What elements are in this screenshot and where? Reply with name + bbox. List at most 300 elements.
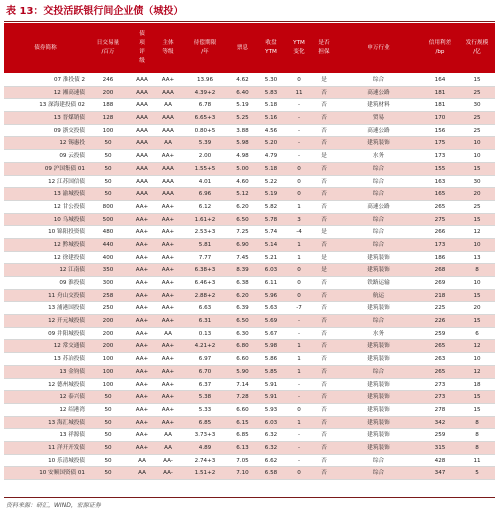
cell-issuer-rating: AA+ bbox=[161, 241, 175, 248]
cell-ytm-change: -4 bbox=[296, 229, 302, 236]
cell-bond-name: 13 渝城投债 bbox=[53, 191, 85, 198]
cell-remaining-term: 0.13 bbox=[198, 330, 212, 337]
cell-daily-volume: 50 bbox=[104, 165, 112, 172]
cell-ytm-change: - bbox=[297, 318, 301, 325]
table-row bbox=[4, 214, 495, 227]
cell-issuer-rating: AA+ bbox=[161, 229, 175, 236]
cell-issuer-rating: AA bbox=[164, 140, 172, 147]
cell-issue-size: 25 bbox=[473, 89, 481, 96]
cell-ytm-change: - bbox=[297, 457, 301, 464]
cell-credit-spread: 265 bbox=[434, 203, 446, 210]
cell-issuer-rating: AAA bbox=[162, 127, 174, 134]
cell-closing-ytm: 5.85 bbox=[264, 368, 278, 375]
cell-industry: 建筑装饰 bbox=[367, 406, 390, 413]
header-issue-rating: 债 项 评 级 bbox=[139, 31, 145, 64]
cell-industry: 高速公路 bbox=[367, 89, 390, 96]
cell-daily-volume: 500 bbox=[102, 216, 114, 223]
cell-issue-rating: AA+ bbox=[135, 432, 149, 439]
cell-guaranteed: 否 bbox=[321, 216, 327, 223]
cell-guaranteed: 否 bbox=[321, 178, 327, 185]
cell-credit-spread: 342 bbox=[434, 419, 446, 426]
table-row bbox=[4, 99, 495, 112]
cell-credit-spread: 181 bbox=[434, 102, 446, 109]
cell-guaranteed: 否 bbox=[321, 457, 327, 464]
cell-issue-size: 8 bbox=[475, 444, 479, 451]
cell-guaranteed: 是 bbox=[321, 77, 327, 83]
table-row bbox=[4, 340, 495, 353]
cell-industry: 建筑装饰 bbox=[367, 140, 390, 147]
cell-issue-rating: AA+ bbox=[135, 216, 149, 223]
table-row bbox=[4, 290, 495, 303]
cell-issuer-rating: AAA bbox=[162, 191, 174, 198]
cell-coupon: 6.50 bbox=[236, 216, 249, 223]
cell-ytm-change: 11 bbox=[295, 89, 303, 96]
cell-industry: 建筑装饰 bbox=[367, 267, 390, 274]
cell-coupon: 6.13 bbox=[236, 444, 249, 451]
cell-closing-ytm: 5.14 bbox=[264, 241, 278, 248]
cell-remaining-term: 6.97 bbox=[198, 356, 212, 363]
cell-remaining-term: 6.65+3 bbox=[194, 115, 216, 122]
table-row bbox=[4, 455, 495, 468]
cell-bond-name: 12 黔城投债 bbox=[53, 241, 85, 248]
cell-issuer-rating: AA- bbox=[163, 457, 173, 464]
cell-issuer-rating: AA bbox=[164, 330, 172, 337]
table-row bbox=[4, 125, 495, 138]
table-row bbox=[4, 252, 495, 265]
cell-credit-spread: 347 bbox=[434, 470, 446, 477]
cell-issue-size: 25 bbox=[473, 127, 481, 134]
cell-guaranteed: 否 bbox=[321, 406, 327, 413]
cell-bond-name: 12 开元城投债 bbox=[48, 318, 85, 325]
cell-coupon: 4.62 bbox=[236, 77, 249, 83]
header-industry: 申万行业 bbox=[367, 44, 390, 51]
cell-bond-name: 13 祥源债 bbox=[59, 432, 85, 439]
cell-issue-rating: AAA bbox=[136, 153, 148, 160]
cell-guaranteed: 否 bbox=[321, 115, 327, 122]
cell-guaranteed: 否 bbox=[321, 305, 327, 312]
cell-industry: 建筑装饰 bbox=[367, 305, 390, 312]
cell-issue-rating: AA+ bbox=[135, 356, 149, 363]
cell-issue-rating: AA+ bbox=[135, 292, 149, 299]
cell-closing-ytm: 5.18 bbox=[264, 165, 278, 172]
cell-ytm-change: 0 bbox=[297, 77, 301, 83]
cell-credit-spread: 186 bbox=[434, 254, 446, 261]
cell-issue-rating: AA+ bbox=[135, 318, 149, 325]
cell-daily-volume: 200 bbox=[102, 89, 114, 96]
cell-issue-rating: AAA bbox=[136, 102, 148, 109]
cell-daily-volume: 100 bbox=[102, 368, 114, 375]
cell-issue-size: 30 bbox=[473, 102, 481, 109]
cell-credit-spread: 266 bbox=[434, 229, 446, 236]
cell-issuer-rating: AA+ bbox=[161, 356, 175, 363]
cell-closing-ytm: 5.69 bbox=[264, 318, 278, 325]
cell-bond-name: 12 江苏国信债 bbox=[48, 178, 85, 185]
cell-coupon: 6.20 bbox=[236, 203, 249, 210]
cell-issuer-rating: AAA bbox=[162, 115, 174, 122]
cell-ytm-change: 1 bbox=[297, 203, 301, 210]
cell-closing-ytm: 6.03 bbox=[264, 267, 278, 274]
cell-bond-name: 12 徐建投债 bbox=[53, 254, 85, 261]
cell-industry: 综合 bbox=[372, 368, 385, 375]
cell-coupon: 6.20 bbox=[236, 292, 249, 299]
cell-ytm-change: 3 bbox=[297, 216, 301, 223]
cell-issuer-rating: AA+ bbox=[161, 394, 175, 401]
cell-daily-volume: 200 bbox=[102, 318, 114, 325]
cell-ytm-change: 0 bbox=[297, 280, 301, 286]
cell-bond-name: 12 德州城投债 bbox=[48, 381, 85, 388]
cell-daily-volume: 128 bbox=[102, 115, 114, 122]
table-row bbox=[4, 239, 495, 252]
cell-ytm-change: -7 bbox=[296, 305, 302, 312]
cell-daily-volume: 480 bbox=[102, 229, 114, 236]
cell-issue-size: 10 bbox=[473, 356, 481, 363]
cell-bond-name: 10 安顺国资债 01 bbox=[39, 470, 85, 477]
cell-issue-rating: AA+ bbox=[135, 368, 149, 375]
cell-coupon: 7.25 bbox=[236, 229, 249, 236]
cell-closing-ytm: 6.32 bbox=[264, 432, 278, 439]
cell-issue-size: 15 bbox=[473, 394, 481, 401]
table-row bbox=[4, 150, 495, 163]
cell-remaining-term: 6.37 bbox=[198, 381, 212, 388]
header-closing-ytm: 收盘 YTM bbox=[265, 40, 277, 55]
cell-industry: 建筑装饰 bbox=[367, 419, 390, 426]
cell-ytm-change: 1 bbox=[297, 343, 301, 350]
cell-remaining-term: 6.78 bbox=[198, 102, 212, 109]
cell-issuer-rating: AAA bbox=[162, 89, 174, 96]
cell-industry: 建筑装饰 bbox=[367, 381, 390, 388]
cell-credit-spread: 163 bbox=[434, 178, 446, 185]
cell-credit-spread: 263 bbox=[434, 356, 446, 363]
cell-closing-ytm: 5.21 bbox=[264, 254, 278, 261]
title-divider bbox=[4, 21, 495, 22]
cell-ytm-change: - bbox=[297, 115, 301, 122]
cell-coupon: 5.98 bbox=[236, 140, 249, 147]
cell-remaining-term: 6.38+3 bbox=[194, 267, 216, 274]
cell-coupon: 5.90 bbox=[236, 368, 249, 375]
cell-remaining-term: 5.38 bbox=[198, 394, 212, 401]
cell-closing-ytm: 6.32 bbox=[264, 444, 278, 451]
table-row bbox=[4, 226, 495, 239]
cell-closing-ytm: 6.03 bbox=[264, 419, 278, 426]
table-row bbox=[4, 429, 495, 442]
cell-guaranteed: 否 bbox=[321, 241, 327, 248]
cell-credit-spread: 173 bbox=[434, 241, 446, 248]
cell-remaining-term: 5.39 bbox=[198, 140, 212, 147]
cell-credit-spread: 278 bbox=[434, 406, 446, 413]
cell-coupon: 6.15 bbox=[236, 419, 249, 426]
cell-daily-volume: 258 bbox=[102, 292, 114, 299]
table-row bbox=[4, 404, 495, 417]
table-row bbox=[4, 467, 495, 480]
cell-guaranteed: 否 bbox=[321, 394, 327, 401]
cell-remaining-term: 6.46+3 bbox=[194, 280, 216, 286]
cell-issue-rating: AA+ bbox=[135, 229, 149, 236]
table-row bbox=[4, 315, 495, 328]
cell-issue-rating: AAA bbox=[136, 127, 148, 134]
cell-issue-size: 25 bbox=[473, 203, 481, 210]
cell-bond-name: 09 云投债 bbox=[59, 153, 85, 160]
cell-coupon: 6.90 bbox=[236, 241, 249, 248]
cell-remaining-term: 6.31 bbox=[198, 318, 212, 325]
cell-credit-spread: 265 bbox=[434, 368, 446, 375]
cell-closing-ytm: 5.96 bbox=[264, 292, 278, 299]
cell-remaining-term: 6.70 bbox=[198, 368, 212, 375]
cell-remaining-term: 6.63 bbox=[198, 305, 212, 312]
cell-daily-volume: 400 bbox=[102, 254, 114, 261]
header-daily-volume: 日交易量 /百万 bbox=[96, 40, 120, 55]
cell-issuer-rating: AA+ bbox=[161, 216, 175, 223]
cell-remaining-term: 4.01 bbox=[198, 178, 212, 185]
cell-coupon: 4.98 bbox=[236, 153, 249, 160]
cell-guaranteed: 否 bbox=[321, 444, 327, 451]
cell-credit-spread: 225 bbox=[434, 305, 446, 312]
cell-industry: 建筑装饰 bbox=[367, 394, 390, 401]
cell-issue-rating: AA+ bbox=[135, 343, 149, 350]
cell-coupon: 8.39 bbox=[236, 267, 249, 274]
cell-industry: 综合 bbox=[372, 165, 385, 172]
cell-guaranteed: 是 bbox=[321, 153, 327, 160]
cell-issue-rating: AAA bbox=[136, 89, 148, 96]
cell-closing-ytm: 4.79 bbox=[264, 153, 278, 160]
cell-issue-rating: AA+ bbox=[135, 330, 149, 337]
cell-remaining-term: 2.74+3 bbox=[194, 457, 216, 464]
cell-guaranteed: 否 bbox=[321, 165, 327, 172]
cell-industry: 建筑材料 bbox=[367, 102, 390, 109]
cell-bond-name: 10 锦阳投资债 bbox=[48, 229, 85, 236]
cell-issuer-rating: AA+ bbox=[161, 203, 175, 210]
header-credit-spread: 信用利差 /bp bbox=[428, 40, 452, 55]
cell-industry: 综合 bbox=[372, 318, 385, 325]
cell-closing-ytm: 5.82 bbox=[264, 203, 278, 210]
cell-guaranteed: 是 bbox=[321, 229, 327, 236]
cell-ytm-change: 1 bbox=[297, 254, 301, 261]
cell-issue-size: 15 bbox=[473, 406, 481, 413]
cell-industry: 综合 bbox=[372, 241, 385, 248]
cell-industry: 贸易 bbox=[372, 115, 385, 122]
cell-closing-ytm: 6.11 bbox=[264, 280, 278, 286]
cell-remaining-term: 2.88+2 bbox=[194, 292, 216, 299]
cell-issuer-rating: AA+ bbox=[161, 343, 175, 350]
cell-guaranteed: 否 bbox=[321, 356, 327, 363]
cell-industry: 航运 bbox=[372, 292, 385, 299]
table-row bbox=[4, 442, 495, 455]
cell-remaining-term: 4.89 bbox=[198, 444, 212, 451]
cell-ytm-change: - bbox=[297, 432, 301, 439]
cell-credit-spread: 269 bbox=[434, 280, 446, 286]
cell-credit-spread: 175 bbox=[434, 140, 446, 147]
cell-issue-rating: AA+ bbox=[135, 381, 149, 388]
cell-guaranteed: 是 bbox=[321, 267, 327, 274]
cell-bond-name: 10 乐清城投债 bbox=[48, 457, 85, 464]
cell-issue-size: 6 bbox=[475, 330, 479, 337]
cell-issue-rating: AAA bbox=[136, 178, 148, 185]
cell-issue-rating: AA+ bbox=[135, 267, 149, 274]
cell-bond-name: 13 晋煤销债 bbox=[53, 115, 85, 122]
cell-issue-size: 8 bbox=[475, 432, 479, 439]
cell-guaranteed: 否 bbox=[321, 318, 327, 325]
cell-bond-name: 12 锡惠投 bbox=[59, 140, 85, 147]
cell-industry: 建筑装饰 bbox=[367, 343, 390, 350]
table-row bbox=[4, 391, 495, 404]
cell-guaranteed: 否 bbox=[321, 343, 327, 350]
cell-remaining-term: 6.85 bbox=[198, 419, 212, 426]
cell-daily-volume: 50 bbox=[104, 178, 112, 185]
cell-remaining-term: 2.53+3 bbox=[194, 229, 216, 236]
cell-closing-ytm: 5.83 bbox=[264, 89, 278, 96]
cell-issue-size: 8 bbox=[475, 419, 479, 426]
cell-industry: 水务 bbox=[372, 330, 385, 337]
cell-industry: 建筑装饰 bbox=[367, 254, 390, 261]
cell-daily-volume: 100 bbox=[102, 356, 114, 363]
cell-daily-volume: 50 bbox=[104, 444, 112, 451]
cell-issue-rating: AA+ bbox=[135, 406, 149, 413]
table-row bbox=[4, 163, 495, 176]
table-row bbox=[4, 188, 495, 201]
cell-closing-ytm: 5.22 bbox=[264, 178, 278, 185]
cell-closing-ytm: 5.91 bbox=[264, 394, 278, 401]
cell-daily-volume: 50 bbox=[104, 470, 112, 477]
cell-coupon: 6.60 bbox=[236, 356, 249, 363]
cell-daily-volume: 50 bbox=[104, 140, 112, 147]
table-row bbox=[4, 87, 495, 100]
cell-issue-rating: AAA bbox=[136, 77, 148, 83]
cell-daily-volume: 246 bbox=[102, 77, 114, 83]
cell-daily-volume: 800 bbox=[102, 203, 114, 210]
cell-coupon: 6.50 bbox=[236, 318, 249, 325]
cell-issuer-rating: AA+ bbox=[161, 406, 175, 413]
cell-credit-spread: 428 bbox=[434, 457, 446, 464]
cell-industry: 铁路运输 bbox=[367, 280, 390, 286]
cell-coupon: 6.30 bbox=[236, 330, 249, 337]
cell-credit-spread: 164 bbox=[434, 77, 446, 83]
cell-closing-ytm: 5.93 bbox=[264, 406, 278, 413]
cell-coupon: 5.00 bbox=[236, 165, 249, 172]
cell-issuer-rating: AAA bbox=[162, 165, 174, 172]
cell-issue-size: 10 bbox=[473, 153, 481, 160]
cell-guaranteed: 否 bbox=[321, 191, 327, 198]
cell-guaranteed: 否 bbox=[321, 280, 327, 286]
cell-ytm-change: - bbox=[297, 394, 301, 401]
cell-closing-ytm: 4.56 bbox=[264, 127, 278, 134]
cell-credit-spread: 259 bbox=[434, 432, 446, 439]
cell-coupon: 6.40 bbox=[236, 89, 249, 96]
cell-issue-rating: AAA bbox=[136, 140, 148, 147]
cell-closing-ytm: 5.74 bbox=[264, 229, 278, 236]
table-row bbox=[4, 417, 495, 430]
cell-credit-spread: 170 bbox=[434, 115, 446, 122]
cell-guaranteed: 否 bbox=[321, 127, 327, 134]
cell-industry: 综合 bbox=[372, 191, 385, 198]
table-row bbox=[4, 302, 495, 315]
table-row bbox=[4, 176, 495, 189]
cell-ytm-change: 0 bbox=[297, 470, 301, 477]
cell-bond-name: 13 金钧债 bbox=[59, 368, 85, 375]
cell-issue-size: 13 bbox=[473, 254, 481, 261]
cell-remaining-term: 6.12 bbox=[198, 203, 212, 210]
cell-ytm-change: - bbox=[297, 381, 301, 388]
cell-guaranteed: 是 bbox=[321, 254, 327, 261]
cell-credit-spread: 165 bbox=[434, 191, 446, 198]
cell-issuer-rating: AA bbox=[164, 444, 172, 451]
cell-bond-name: 13 苏冶投债 bbox=[53, 356, 85, 363]
cell-issuer-rating: AA+ bbox=[161, 368, 175, 375]
cell-issuer-rating: AAA bbox=[162, 178, 174, 185]
cell-issuer-rating: AA- bbox=[163, 470, 173, 477]
cell-guaranteed: 否 bbox=[321, 89, 327, 96]
cell-bond-name: 09 井阳城投债 bbox=[48, 330, 85, 337]
cell-credit-spread: 173 bbox=[434, 153, 446, 160]
cell-issue-rating: AA bbox=[138, 470, 146, 477]
header-remaining-term: 待偿期限 /年 bbox=[193, 40, 217, 55]
cell-closing-ytm: 5.19 bbox=[264, 191, 278, 198]
cell-guaranteed: 否 bbox=[321, 419, 327, 426]
cell-ytm-change: 0 bbox=[297, 191, 301, 198]
cell-industry: 综合 bbox=[372, 216, 385, 223]
table-row bbox=[4, 366, 495, 379]
cell-daily-volume: 100 bbox=[102, 127, 114, 134]
cell-remaining-term: 0.80+5 bbox=[194, 127, 216, 134]
cell-ytm-change: - bbox=[297, 140, 301, 147]
cell-bond-name: 12 绍港湾 bbox=[59, 406, 85, 413]
cell-closing-ytm: 5.91 bbox=[264, 381, 278, 388]
cell-issue-size: 20 bbox=[473, 305, 481, 312]
cell-bond-name: 12 常交通债 bbox=[53, 343, 85, 350]
cell-issuer-rating: AA+ bbox=[161, 280, 175, 286]
cell-credit-spread: 259 bbox=[434, 330, 446, 337]
cell-issue-size: 10 bbox=[473, 280, 481, 286]
cell-industry: 综合 bbox=[372, 457, 385, 464]
cell-guaranteed: 否 bbox=[321, 368, 327, 375]
cell-issue-rating: AA+ bbox=[135, 394, 149, 401]
cell-daily-volume: 50 bbox=[104, 432, 112, 439]
cell-remaining-term: 1.55+5 bbox=[194, 165, 216, 172]
cell-issue-size: 15 bbox=[473, 292, 481, 299]
cell-bond-name: 10 乌城投债 bbox=[53, 216, 85, 223]
cell-ytm-change: - bbox=[297, 127, 301, 134]
cell-issue-size: 11 bbox=[473, 457, 481, 464]
table-header bbox=[4, 23, 495, 73]
cell-daily-volume: 440 bbox=[102, 241, 114, 248]
cell-guaranteed: 否 bbox=[321, 330, 327, 337]
cell-issue-size: 10 bbox=[473, 241, 481, 248]
header-guaranteed: 是否 担保 bbox=[318, 40, 330, 55]
cell-bond-name: 11 舟山交投债 bbox=[48, 292, 85, 299]
cell-ytm-change: - bbox=[297, 444, 301, 451]
cell-industry: 建筑装饰 bbox=[367, 444, 390, 451]
cell-remaining-term: 2.00 bbox=[198, 153, 212, 160]
cell-credit-spread: 265 bbox=[434, 343, 446, 350]
cell-ytm-change: 1 bbox=[297, 356, 301, 363]
cell-bond-name: 12 甘公投债 bbox=[53, 203, 85, 210]
header-coupon: 票息 bbox=[236, 44, 249, 51]
cell-industry: 高速公路 bbox=[367, 203, 390, 210]
cell-issuer-rating: AA+ bbox=[161, 254, 175, 261]
cell-bond-name: 13 深海建投债 02 bbox=[39, 102, 85, 109]
cell-remaining-term: 5.33 bbox=[198, 406, 212, 413]
cell-remaining-term: 1.61+2 bbox=[194, 216, 216, 223]
cell-issue-rating: AA+ bbox=[135, 254, 149, 261]
cell-remaining-term: 4.21+2 bbox=[194, 343, 216, 350]
cell-closing-ytm: 5.86 bbox=[264, 356, 278, 363]
cell-issue-size: 8 bbox=[475, 267, 479, 274]
cell-bond-name: 12 泰兴债 bbox=[59, 394, 85, 401]
cell-ytm-change: 0 bbox=[297, 292, 301, 299]
cell-closing-ytm: 5.63 bbox=[264, 305, 278, 312]
cell-closing-ytm: 5.30 bbox=[264, 77, 278, 83]
cell-daily-volume: 50 bbox=[104, 394, 112, 401]
cell-issue-size: 10 bbox=[473, 140, 481, 147]
cell-issue-rating: AAA bbox=[136, 191, 148, 198]
